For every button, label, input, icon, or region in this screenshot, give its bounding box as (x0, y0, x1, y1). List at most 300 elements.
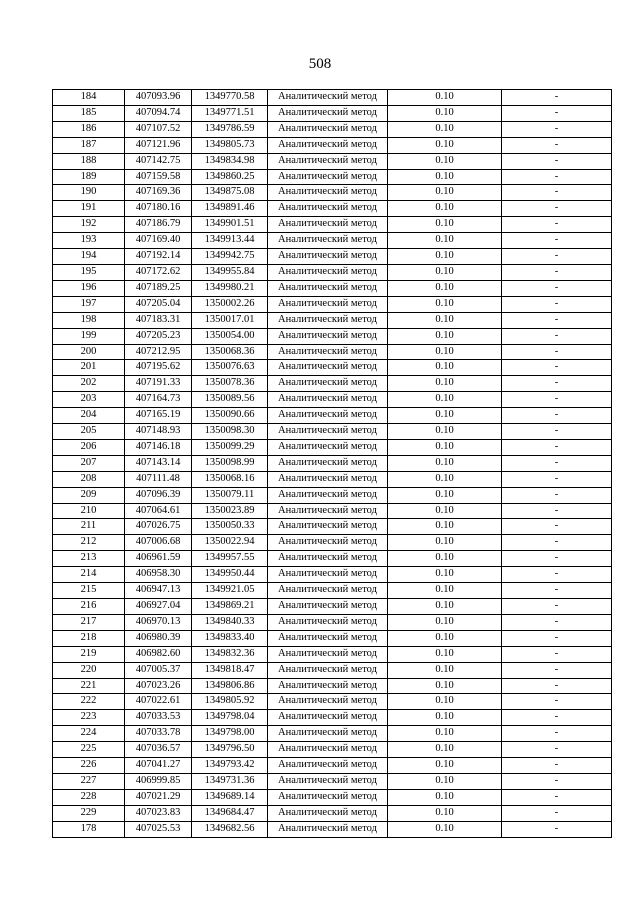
method-cell: Аналитический метод (268, 233, 388, 249)
point-number-cell: 194 (53, 249, 125, 265)
table-row (53, 583, 612, 599)
point-number-cell: 189 (53, 169, 125, 185)
accuracy-cell: 0.10 (388, 789, 502, 805)
y-coordinate-cell: 1350078.36 (192, 376, 268, 392)
method-cell: Аналитический метод (268, 153, 388, 169)
y-coordinate-cell: 1349770.58 (192, 90, 268, 106)
y-coordinate-cell: 1349832.36 (192, 646, 268, 662)
table-row (53, 678, 612, 694)
y-coordinate-cell: 1349833.40 (192, 630, 268, 646)
dash-cell: - (502, 519, 612, 535)
accuracy-cell: 0.10 (388, 455, 502, 471)
dash-cell: - (502, 217, 612, 233)
point-number-cell: 225 (53, 742, 125, 758)
method-cell: Аналитический метод (268, 249, 388, 265)
method-cell: Аналитический метод (268, 742, 388, 758)
dash-cell: - (502, 424, 612, 440)
accuracy-cell: 0.10 (388, 758, 502, 774)
y-coordinate-cell: 1349942.75 (192, 249, 268, 265)
accuracy-cell: 0.10 (388, 153, 502, 169)
point-number-cell: 215 (53, 583, 125, 599)
accuracy-cell: 0.10 (388, 630, 502, 646)
point-number-cell: 185 (53, 105, 125, 121)
table-row (53, 392, 612, 408)
dash-cell: - (502, 439, 612, 455)
accuracy-cell: 0.10 (388, 105, 502, 121)
y-coordinate-cell: 1349805.92 (192, 694, 268, 710)
accuracy-cell: 0.10 (388, 471, 502, 487)
table-row (53, 153, 612, 169)
accuracy-cell: 0.10 (388, 694, 502, 710)
y-coordinate-cell: 1349818.47 (192, 662, 268, 678)
method-cell: Аналитический метод (268, 201, 388, 217)
accuracy-cell: 0.10 (388, 137, 502, 153)
dash-cell: - (502, 646, 612, 662)
x-coordinate-cell: 407111.48 (125, 471, 192, 487)
dash-cell: - (502, 805, 612, 821)
x-coordinate-cell: 406947.13 (125, 583, 192, 599)
point-number-cell: 198 (53, 312, 125, 328)
y-coordinate-cell: 1349796.50 (192, 742, 268, 758)
point-number-cell: 212 (53, 535, 125, 551)
dash-cell: - (502, 694, 612, 710)
point-number-cell: 204 (53, 408, 125, 424)
method-cell: Аналитический метод (268, 217, 388, 233)
accuracy-cell: 0.10 (388, 280, 502, 296)
table-row (53, 249, 612, 265)
point-number-cell: 206 (53, 439, 125, 455)
method-cell: Аналитический метод (268, 296, 388, 312)
x-coordinate-cell: 407023.83 (125, 805, 192, 821)
table-row (53, 344, 612, 360)
method-cell: Аналитический метод (268, 344, 388, 360)
y-coordinate-cell: 1350089.56 (192, 392, 268, 408)
method-cell: Аналитический метод (268, 614, 388, 630)
table-row (53, 201, 612, 217)
dash-cell: - (502, 773, 612, 789)
accuracy-cell: 0.10 (388, 312, 502, 328)
table-row (53, 217, 612, 233)
y-coordinate-cell: 1350022.94 (192, 535, 268, 551)
x-coordinate-cell: 407205.04 (125, 296, 192, 312)
point-number-cell: 213 (53, 551, 125, 567)
table-row (53, 773, 612, 789)
method-cell: Аналитический метод (268, 646, 388, 662)
dash-cell: - (502, 630, 612, 646)
method-cell: Аналитический метод (268, 599, 388, 615)
table-row (53, 599, 612, 615)
table-row (53, 360, 612, 376)
dash-cell: - (502, 280, 612, 296)
point-number-cell: 197 (53, 296, 125, 312)
accuracy-cell: 0.10 (388, 773, 502, 789)
method-cell: Аналитический метод (268, 312, 388, 328)
point-number-cell: 221 (53, 678, 125, 694)
y-coordinate-cell: 1350098.30 (192, 424, 268, 440)
x-coordinate-cell: 407107.52 (125, 121, 192, 137)
method-cell: Аналитический метод (268, 726, 388, 742)
table-row (53, 408, 612, 424)
x-coordinate-cell: 407159.58 (125, 169, 192, 185)
point-number-cell: 210 (53, 503, 125, 519)
x-coordinate-cell: 407191.33 (125, 376, 192, 392)
x-coordinate-cell: 406961.59 (125, 551, 192, 567)
y-coordinate-cell: 1350002.26 (192, 296, 268, 312)
point-number-cell: 201 (53, 360, 125, 376)
y-coordinate-cell: 1349793.42 (192, 758, 268, 774)
method-cell: Аналитический метод (268, 789, 388, 805)
table-row (53, 742, 612, 758)
table-row (53, 487, 612, 503)
y-coordinate-cell: 1349891.46 (192, 201, 268, 217)
accuracy-cell: 0.10 (388, 233, 502, 249)
y-coordinate-cell: 1350068.36 (192, 344, 268, 360)
y-coordinate-cell: 1350023.89 (192, 503, 268, 519)
table-row (53, 758, 612, 774)
table-row (53, 376, 612, 392)
point-number-cell: 224 (53, 726, 125, 742)
point-number-cell: 192 (53, 217, 125, 233)
dash-cell: - (502, 614, 612, 630)
point-number-cell: 193 (53, 233, 125, 249)
dash-cell: - (502, 233, 612, 249)
table-row (53, 471, 612, 487)
y-coordinate-cell: 1349798.04 (192, 710, 268, 726)
accuracy-cell: 0.10 (388, 376, 502, 392)
accuracy-cell: 0.10 (388, 805, 502, 821)
dash-cell: - (502, 758, 612, 774)
accuracy-cell: 0.10 (388, 424, 502, 440)
table-row (53, 424, 612, 440)
accuracy-cell: 0.10 (388, 121, 502, 137)
dash-cell: - (502, 312, 612, 328)
dash-cell: - (502, 567, 612, 583)
table-row (53, 121, 612, 137)
accuracy-cell: 0.10 (388, 551, 502, 567)
dash-cell: - (502, 662, 612, 678)
x-coordinate-cell: 407006.68 (125, 535, 192, 551)
y-coordinate-cell: 1349805.73 (192, 137, 268, 153)
accuracy-cell: 0.10 (388, 821, 502, 837)
table-row (53, 535, 612, 551)
dash-cell: - (502, 599, 612, 615)
accuracy-cell: 0.10 (388, 614, 502, 630)
x-coordinate-cell: 407195.62 (125, 360, 192, 376)
dash-cell: - (502, 121, 612, 137)
x-coordinate-cell: 406980.39 (125, 630, 192, 646)
dash-cell: - (502, 376, 612, 392)
y-coordinate-cell: 1349771.51 (192, 105, 268, 121)
y-coordinate-cell: 1349875.08 (192, 185, 268, 201)
table-row (53, 805, 612, 821)
dash-cell: - (502, 551, 612, 567)
dash-cell: - (502, 392, 612, 408)
method-cell: Аналитический метод (268, 551, 388, 567)
y-coordinate-cell: 1349689.14 (192, 789, 268, 805)
method-cell: Аналитический метод (268, 90, 388, 106)
dash-cell: - (502, 726, 612, 742)
method-cell: Аналитический метод (268, 264, 388, 280)
point-number-cell: 223 (53, 710, 125, 726)
accuracy-cell: 0.10 (388, 662, 502, 678)
accuracy-cell: 0.10 (388, 535, 502, 551)
x-coordinate-cell: 407189.25 (125, 280, 192, 296)
accuracy-cell: 0.10 (388, 217, 502, 233)
method-cell: Аналитический метод (268, 471, 388, 487)
table-row (53, 233, 612, 249)
table-row (53, 185, 612, 201)
point-number-cell: 190 (53, 185, 125, 201)
point-number-cell: 199 (53, 328, 125, 344)
table-row (53, 503, 612, 519)
x-coordinate-cell: 407180.16 (125, 201, 192, 217)
method-cell: Аналитический метод (268, 424, 388, 440)
table-row (53, 726, 612, 742)
dash-cell: - (502, 137, 612, 153)
table-row (53, 646, 612, 662)
accuracy-cell: 0.10 (388, 646, 502, 662)
dash-cell: - (502, 90, 612, 106)
method-cell: Аналитический метод (268, 535, 388, 551)
x-coordinate-cell: 406999.85 (125, 773, 192, 789)
y-coordinate-cell: 1349950.44 (192, 567, 268, 583)
table-row (53, 105, 612, 121)
dash-cell: - (502, 201, 612, 217)
method-cell: Аналитический метод (268, 583, 388, 599)
accuracy-cell: 0.10 (388, 344, 502, 360)
dash-cell: - (502, 344, 612, 360)
y-coordinate-cell: 1349913.44 (192, 233, 268, 249)
x-coordinate-cell: 407186.79 (125, 217, 192, 233)
y-coordinate-cell: 1350076.63 (192, 360, 268, 376)
dash-cell: - (502, 105, 612, 121)
y-coordinate-cell: 1349901.51 (192, 217, 268, 233)
method-cell: Аналитический метод (268, 328, 388, 344)
x-coordinate-cell: 407094.74 (125, 105, 192, 121)
y-coordinate-cell: 1349980.21 (192, 280, 268, 296)
method-cell: Аналитический метод (268, 439, 388, 455)
accuracy-cell: 0.10 (388, 408, 502, 424)
x-coordinate-cell: 407121.96 (125, 137, 192, 153)
table-row (53, 264, 612, 280)
accuracy-cell: 0.10 (388, 742, 502, 758)
method-cell: Аналитический метод (268, 392, 388, 408)
point-number-cell: 178 (53, 821, 125, 837)
dash-cell: - (502, 742, 612, 758)
dash-cell: - (502, 408, 612, 424)
y-coordinate-cell: 1349955.84 (192, 264, 268, 280)
dash-cell: - (502, 535, 612, 551)
y-coordinate-cell: 1350098.99 (192, 455, 268, 471)
x-coordinate-cell: 407041.27 (125, 758, 192, 774)
x-coordinate-cell: 407093.96 (125, 90, 192, 106)
point-number-cell: 226 (53, 758, 125, 774)
method-cell: Аналитический метод (268, 678, 388, 694)
x-coordinate-cell: 407169.40 (125, 233, 192, 249)
dash-cell: - (502, 360, 612, 376)
y-coordinate-cell: 1350050.33 (192, 519, 268, 535)
accuracy-cell: 0.10 (388, 439, 502, 455)
x-coordinate-cell: 407064.61 (125, 503, 192, 519)
accuracy-cell: 0.10 (388, 90, 502, 106)
accuracy-cell: 0.10 (388, 519, 502, 535)
y-coordinate-cell: 1349840.33 (192, 614, 268, 630)
dash-cell: - (502, 471, 612, 487)
method-cell: Аналитический метод (268, 758, 388, 774)
dash-cell: - (502, 821, 612, 837)
y-coordinate-cell: 1350017.01 (192, 312, 268, 328)
method-cell: Аналитический метод (268, 662, 388, 678)
method-cell: Аналитический метод (268, 280, 388, 296)
y-coordinate-cell: 1349798.00 (192, 726, 268, 742)
x-coordinate-cell: 407148.93 (125, 424, 192, 440)
table-row (53, 280, 612, 296)
x-coordinate-cell: 407169.36 (125, 185, 192, 201)
coordinates-table (52, 89, 612, 838)
dash-cell: - (502, 328, 612, 344)
method-cell: Аналитический метод (268, 519, 388, 535)
y-coordinate-cell: 1349869.21 (192, 599, 268, 615)
point-number-cell: 200 (53, 344, 125, 360)
y-coordinate-cell: 1349731.36 (192, 773, 268, 789)
method-cell: Аналитический метод (268, 105, 388, 121)
accuracy-cell: 0.10 (388, 296, 502, 312)
method-cell: Аналитический метод (268, 805, 388, 821)
x-coordinate-cell: 407164.73 (125, 392, 192, 408)
x-coordinate-cell: 407183.31 (125, 312, 192, 328)
x-coordinate-cell: 407143.14 (125, 455, 192, 471)
point-number-cell: 205 (53, 424, 125, 440)
x-coordinate-cell: 406970.13 (125, 614, 192, 630)
x-coordinate-cell: 407036.57 (125, 742, 192, 758)
point-number-cell: 188 (53, 153, 125, 169)
y-coordinate-cell: 1349786.59 (192, 121, 268, 137)
accuracy-cell: 0.10 (388, 726, 502, 742)
table-row (53, 630, 612, 646)
accuracy-cell: 0.10 (388, 567, 502, 583)
accuracy-cell: 0.10 (388, 487, 502, 503)
point-number-cell: 218 (53, 630, 125, 646)
dash-cell: - (502, 264, 612, 280)
x-coordinate-cell: 406927.04 (125, 599, 192, 615)
point-number-cell: 195 (53, 264, 125, 280)
dash-cell: - (502, 185, 612, 201)
point-number-cell: 208 (53, 471, 125, 487)
dash-cell: - (502, 249, 612, 265)
table-row (53, 662, 612, 678)
table-row (53, 137, 612, 153)
x-coordinate-cell: 407212.95 (125, 344, 192, 360)
dash-cell: - (502, 710, 612, 726)
dash-cell: - (502, 455, 612, 471)
method-cell: Аналитический метод (268, 137, 388, 153)
table-row (53, 614, 612, 630)
method-cell: Аналитический метод (268, 503, 388, 519)
table-row (53, 169, 612, 185)
table-row (53, 551, 612, 567)
dash-cell: - (502, 583, 612, 599)
point-number-cell: 209 (53, 487, 125, 503)
accuracy-cell: 0.10 (388, 583, 502, 599)
page-number: 508 (308, 56, 332, 72)
point-number-cell: 227 (53, 773, 125, 789)
accuracy-cell: 0.10 (388, 169, 502, 185)
method-cell: Аналитический метод (268, 376, 388, 392)
table-row (53, 90, 612, 106)
point-number-cell: 219 (53, 646, 125, 662)
table-row (53, 455, 612, 471)
y-coordinate-cell: 1349684.47 (192, 805, 268, 821)
coordinates-table-body (53, 90, 612, 838)
table-row (53, 821, 612, 837)
table-row (53, 439, 612, 455)
point-number-cell: 191 (53, 201, 125, 217)
point-number-cell: 186 (53, 121, 125, 137)
dash-cell: - (502, 296, 612, 312)
x-coordinate-cell: 407142.75 (125, 153, 192, 169)
method-cell: Аналитический метод (268, 821, 388, 837)
point-number-cell: 184 (53, 90, 125, 106)
accuracy-cell: 0.10 (388, 185, 502, 201)
dash-cell: - (502, 678, 612, 694)
x-coordinate-cell: 407033.78 (125, 726, 192, 742)
point-number-cell: 203 (53, 392, 125, 408)
dash-cell: - (502, 503, 612, 519)
method-cell: Аналитический метод (268, 773, 388, 789)
x-coordinate-cell: 407005.37 (125, 662, 192, 678)
y-coordinate-cell: 1350090.66 (192, 408, 268, 424)
method-cell: Аналитический метод (268, 169, 388, 185)
method-cell: Аналитический метод (268, 360, 388, 376)
method-cell: Аналитический метод (268, 185, 388, 201)
x-coordinate-cell: 407192.14 (125, 249, 192, 265)
x-coordinate-cell: 407146.18 (125, 439, 192, 455)
point-number-cell: 202 (53, 376, 125, 392)
y-coordinate-cell: 1349957.55 (192, 551, 268, 567)
point-number-cell: 214 (53, 567, 125, 583)
y-coordinate-cell: 1350068.16 (192, 471, 268, 487)
table-row (53, 312, 612, 328)
x-coordinate-cell: 406982.60 (125, 646, 192, 662)
y-coordinate-cell: 1349860.25 (192, 169, 268, 185)
point-number-cell: 217 (53, 614, 125, 630)
accuracy-cell: 0.10 (388, 328, 502, 344)
dash-cell: - (502, 169, 612, 185)
accuracy-cell: 0.10 (388, 249, 502, 265)
point-number-cell: 229 (53, 805, 125, 821)
x-coordinate-cell: 407021.29 (125, 789, 192, 805)
x-coordinate-cell: 407023.26 (125, 678, 192, 694)
accuracy-cell: 0.10 (388, 360, 502, 376)
x-coordinate-cell: 407205.23 (125, 328, 192, 344)
y-coordinate-cell: 1350099.29 (192, 439, 268, 455)
method-cell: Аналитический метод (268, 487, 388, 503)
x-coordinate-cell: 407165.19 (125, 408, 192, 424)
method-cell: Аналитический метод (268, 121, 388, 137)
table-row (53, 694, 612, 710)
dash-cell: - (502, 153, 612, 169)
table-row (53, 328, 612, 344)
y-coordinate-cell: 1349921.05 (192, 583, 268, 599)
x-coordinate-cell: 407022.61 (125, 694, 192, 710)
point-number-cell: 228 (53, 789, 125, 805)
table-row (53, 296, 612, 312)
accuracy-cell: 0.10 (388, 503, 502, 519)
point-number-cell: 220 (53, 662, 125, 678)
x-coordinate-cell: 407033.53 (125, 710, 192, 726)
y-coordinate-cell: 1350079.11 (192, 487, 268, 503)
y-coordinate-cell: 1350054.00 (192, 328, 268, 344)
